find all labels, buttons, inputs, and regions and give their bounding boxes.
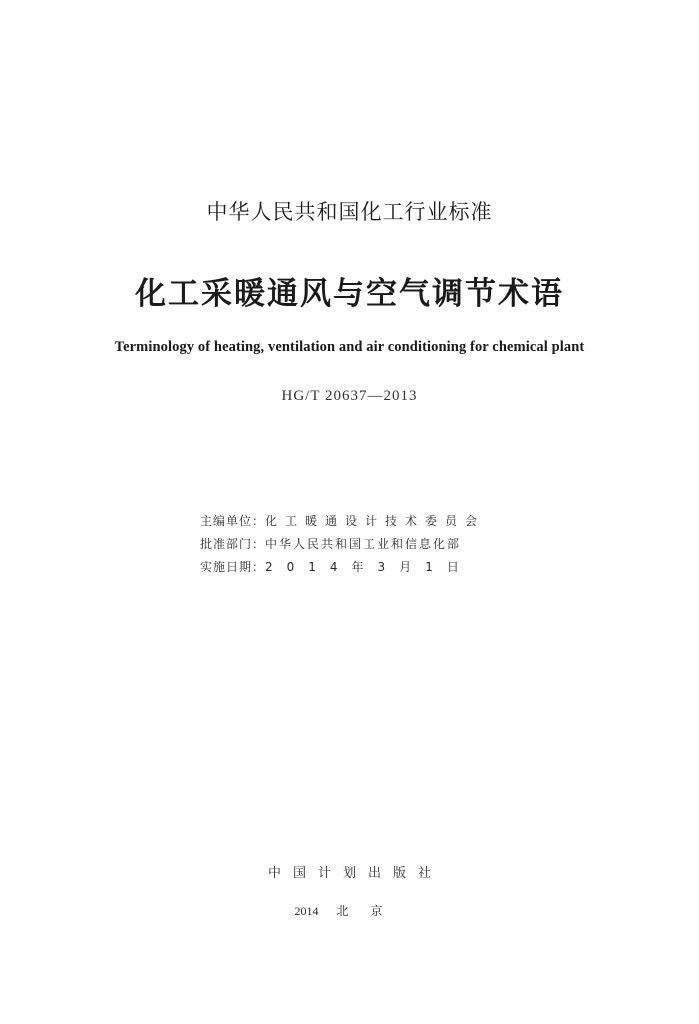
standard-category: 中华人民共和国化工行业标准 <box>206 200 493 224</box>
publication-year: 2014 <box>294 904 319 918</box>
publication-line <box>0 902 699 919</box>
title-chinese: 化工采暖通风与空气调节术语 <box>135 276 564 312</box>
standard-number: HG/T 20637—2013 <box>281 388 418 404</box>
publication-city: 北京 <box>336 904 405 918</box>
info-label-approver: 批准部门： <box>200 537 266 551</box>
info-label-editor: 主编单位： <box>200 514 266 528</box>
info-row-approver <box>200 533 485 556</box>
publisher-name: 中国计划出版社 <box>267 866 443 881</box>
info-value-effective-date: 2014年3月1日 <box>265 560 473 574</box>
info-value-approver: 中华人民共和国工业和信息化部 <box>265 537 462 551</box>
info-label-effective-date: 实施日期： <box>200 560 266 574</box>
info-value-editor: 化工暖通设计技术委员会 <box>265 514 486 528</box>
title-english: Terminology of heating, ventilation and air conditioning for chemical plant <box>114 339 585 355</box>
info-row-editor <box>200 510 485 533</box>
info-row-effective-date <box>200 556 485 579</box>
info-block <box>200 510 485 579</box>
